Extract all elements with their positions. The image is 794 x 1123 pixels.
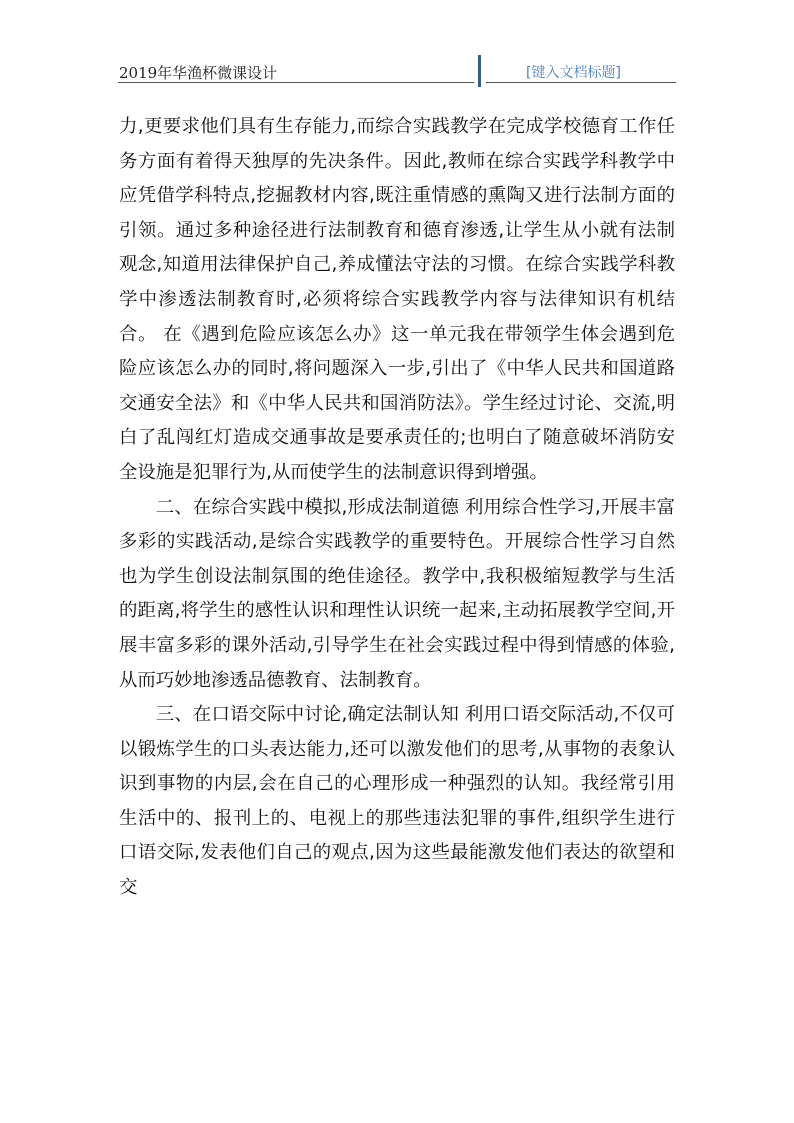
header-divider-left bbox=[118, 82, 474, 83]
header-accent-bar bbox=[478, 55, 481, 87]
paragraph-1: 力,更要求他们具有生存能力,而综合实践教学在完成学校德育工作任务方面有着得天独厚的先决条件。因此,教师在综合实践学科教学中应凭借学科特点,挖掘教材内容,既注重情感的熏陶又进行法制方面的引领。通过多种途径进行法制教育和德育渗透,让学生从小就有法制观念,知道用法律保护自己,养成懂法守法的习惯。在综合实践学科教学中渗透法制教育时,必须将综合实践教学内容与法律知识有机结合。 在《遇到危险应该怎么办》这一单元我在带领学生体会遇到危险应该怎么办的同时,将问题深入一步,引出了《中华人民共和国道路交通安全法》和《中华人民共和国消防法》。学生经过讨论、交流,明白了乱闯红灯造成交通事故是要承责任的;也明白了随意破坏消防安全设施是犯罪行为,从而使学生的法制意识得到增强。 bbox=[119, 116, 675, 483]
header-title-placeholder[interactable]: [键入文档标题] bbox=[526, 65, 621, 81]
header-document-title: 2019年华渔杯微课设计 bbox=[119, 64, 278, 82]
paragraph-2: 二、在综合实践中模拟,形成法制道德 利用综合性学习,开展丰富多彩的实践活动,是综合实践教学的重要特色。开展综合性学习自然也为学生创设法制氛围的绝佳途径。教学中,我积极缩短教学与生活的距离,将学生的感性认识和理性认识统一起来,主动拓展教学空间,开展丰富多彩的课外活动,引导学生在社会实践过程中得到情感的体验,从而巧妙地渗透品德教育、法制教育。 bbox=[119, 496, 675, 691]
document-body bbox=[119, 110, 675, 906]
paragraph-3: 三、在口语交际中讨论,确定法制认知 利用口语交际活动,不仅可以锻炼学生的口头表达能力,还可以激发他们的思考,从事物的表象认识到事物的内层,会在自己的心理形成一种强烈的认知。我经常引用生活中的、报刊上的、电视上的那些违法犯罪的事件,组织学生进行口语交际,发表他们自己的观点,因为这些最能激发他们表达的欲望和交 bbox=[119, 704, 675, 899]
header-divider-right bbox=[486, 82, 676, 83]
